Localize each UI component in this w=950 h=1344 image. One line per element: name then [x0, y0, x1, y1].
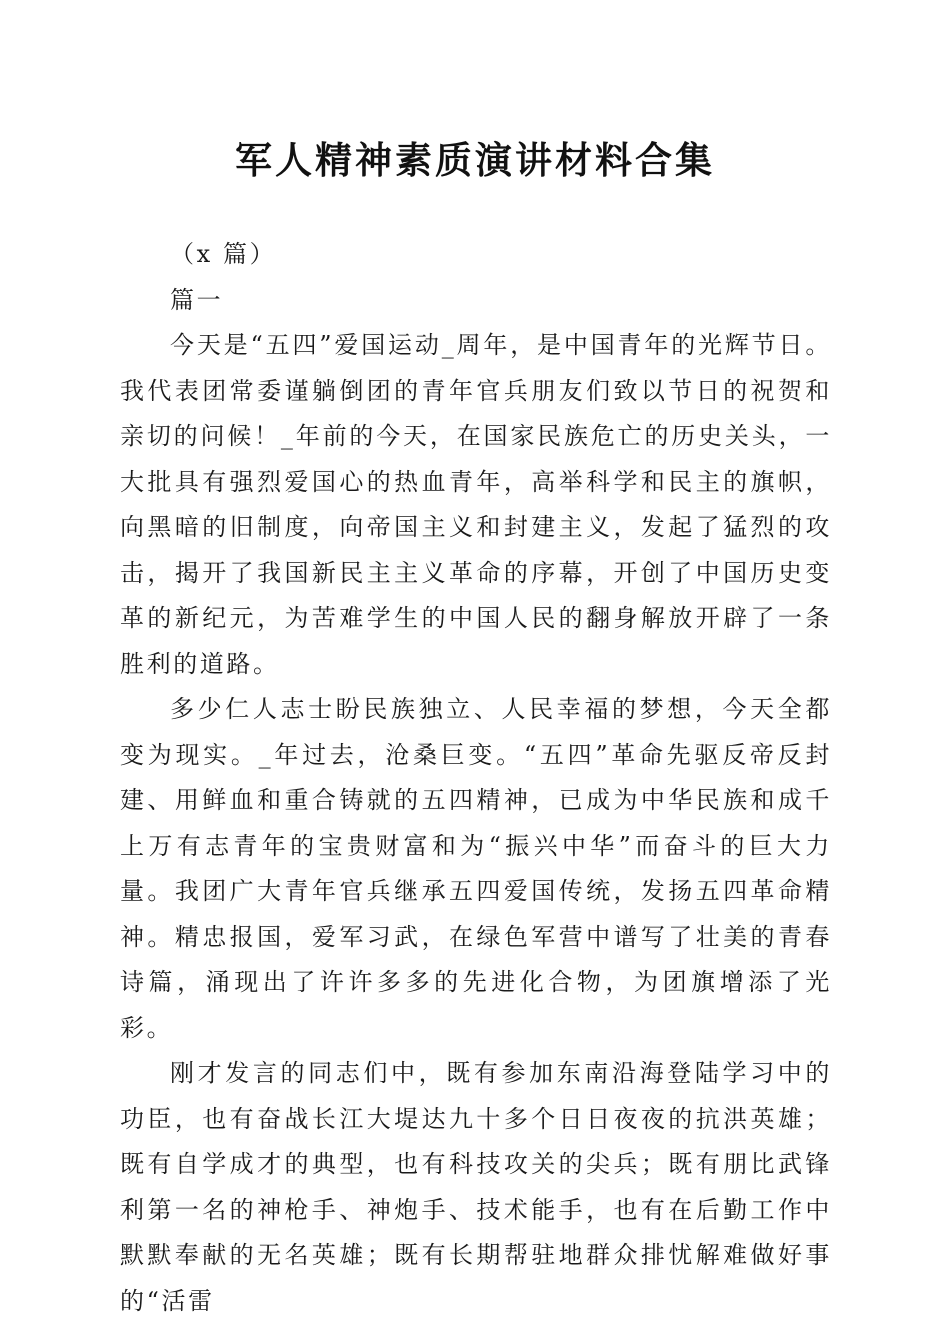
article-count-note: （x 篇） — [170, 240, 277, 268]
paragraph-1: 今天是“五四”爱国运动_周年，是中国青年的光辉节日。我代表团常委谨躺倒团的青年官兵朋友们致以节日的祝贺和亲切的问候！_年前的今天，在国家民族危亡的历史关头，一大批具有强烈爱国心的热血青年，高举科学和民主的旗帜，向黑暗的旧制度，向帝国主义和封建主义，发起了猛烈的攻击，揭开了我国新民主主义革命的序幕，开创了中国历史变革的新纪元，为苦难学生的中国人民的翻身解放开辟了一条胜利的道路。 — [120, 331, 832, 678]
document-body — [120, 232, 832, 1324]
paragraph-2: 多少仁人志士盼民族独立、人民幸福的梦想，今天全都变为现实。_年过去，沧桑巨变。“五四”革命先驱反帝反封建、用鲜血和重合铸就的五四精神，已成为中华民族和成千上万有志青年的宝贵财富和为“振兴中华”而奋斗的巨大力量。我团广大青年官兵继承五四爱国传统，发扬五四革命精神。精忠报国，爱军习武，在绿色军营中谱写了壮美的青春诗篇，涌现出了许许多多的先进化合物，为团旗增添了光彩。 — [120, 695, 832, 1042]
document-title: 军人精神素质演讲材料合集 — [235, 138, 715, 182]
paragraph-3: 刚才发言的同志们中，既有参加东南沿海登陆学习中的功臣，也有奋战长江大堤达九十多个日日夜夜的抗洪英雄；既有自学成才的典型，也有科技攻关的尖兵；既有朋比武锋利第一名的神枪手、神炮手、技术能手，也有在后勤工作中默默奉献的无名英雄；既有长期帮驻地群众排忧解难做好事的“活雷 — [120, 1059, 832, 1315]
section-label: 篇一 — [170, 285, 224, 314]
